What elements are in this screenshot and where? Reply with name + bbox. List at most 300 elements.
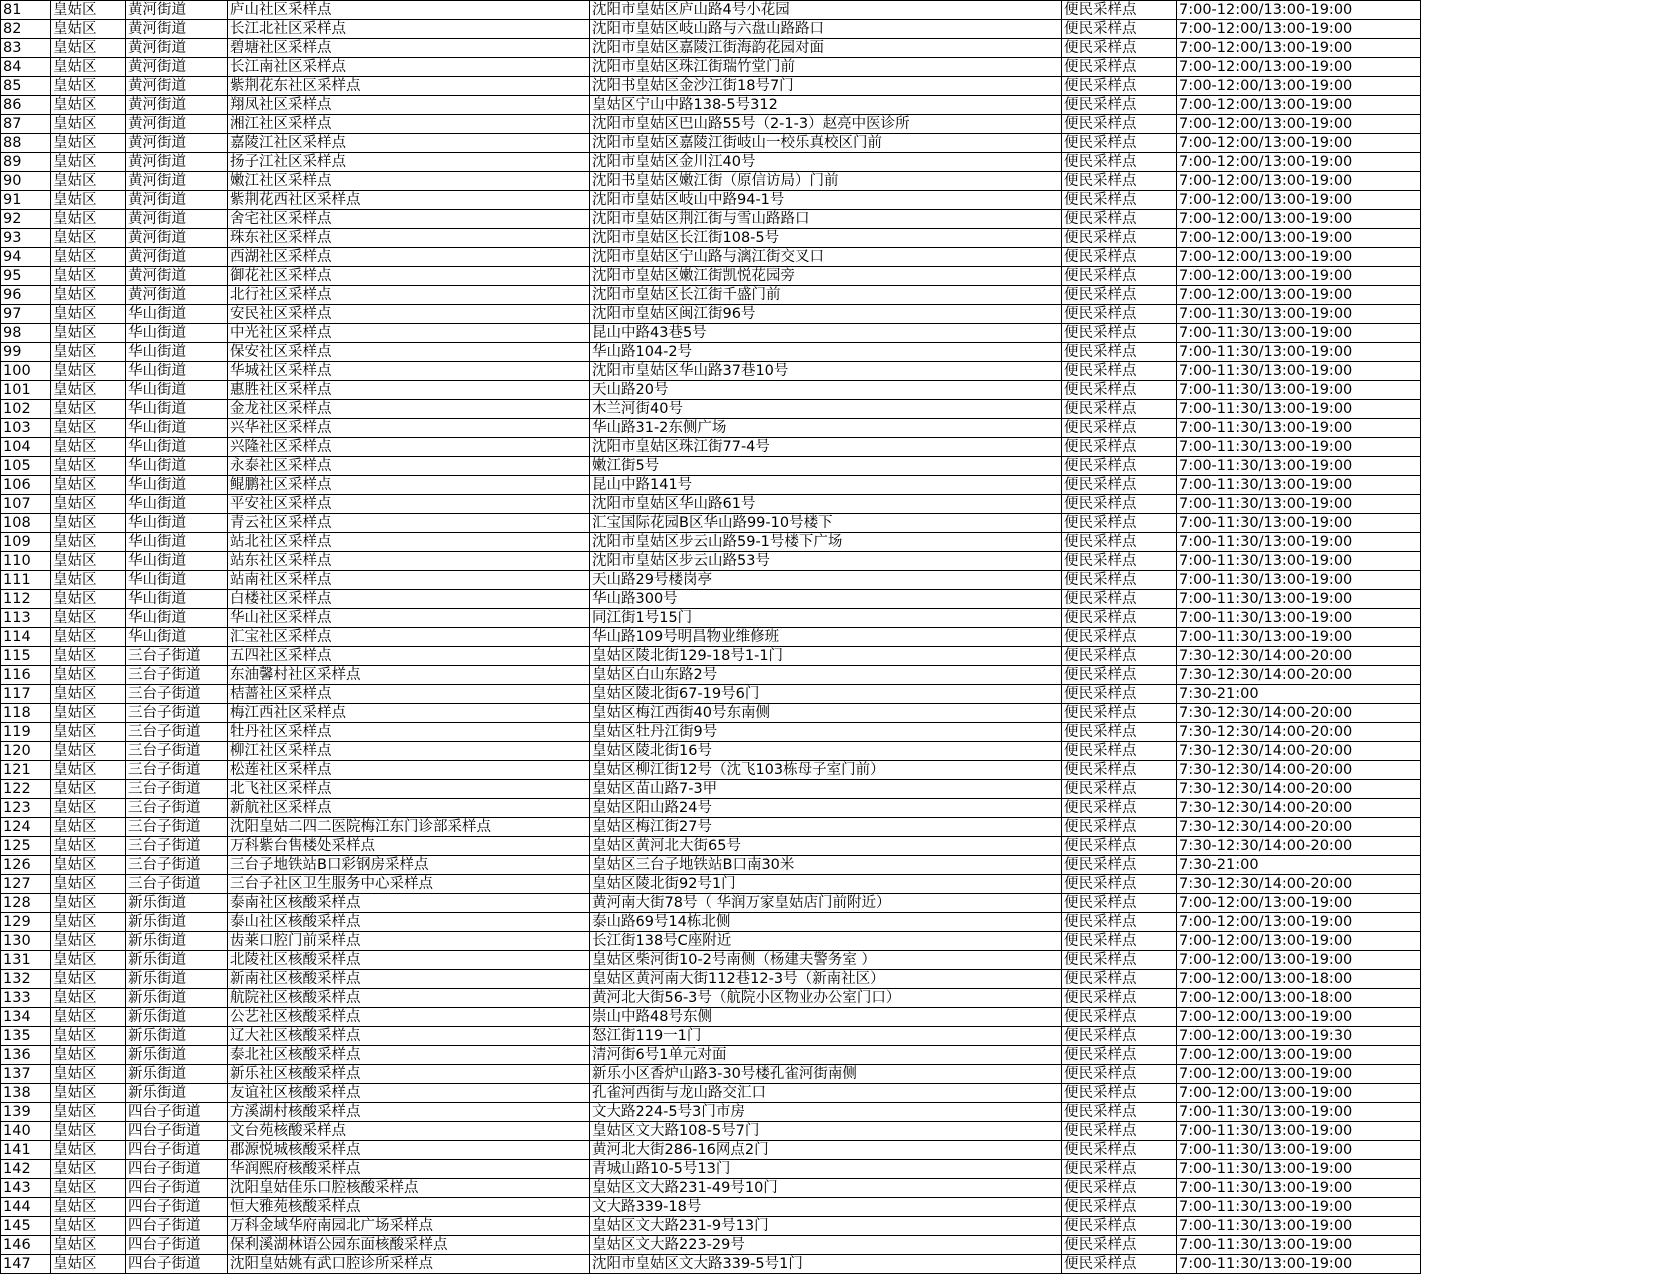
address-cell[interactable]: 文大路339-18号: [590, 1198, 1062, 1217]
row-number-cell[interactable]: 132: [1, 970, 51, 989]
hours-cell[interactable]: 7:30-12:30/14:00-20:00: [1177, 742, 1421, 761]
row-number-cell[interactable]: 105: [1, 457, 51, 476]
row-number-cell[interactable]: 116: [1, 666, 51, 685]
address-cell[interactable]: 沈阳市皇姑区嫩江街凯悦花园旁: [590, 267, 1062, 286]
district-cell[interactable]: 皇姑区: [51, 229, 126, 248]
address-cell[interactable]: 青城山路10-5号13门: [590, 1160, 1062, 1179]
hours-cell[interactable]: 7:00-12:00/13:00-19:00: [1177, 191, 1421, 210]
district-cell[interactable]: 皇姑区: [51, 970, 126, 989]
street-cell[interactable]: 三台子街道: [126, 837, 228, 856]
row-number-cell[interactable]: 81: [1, 1, 51, 20]
address-cell[interactable]: 皇姑区阳山路24号: [590, 799, 1062, 818]
site-type-cell[interactable]: 便民采样点: [1062, 818, 1177, 837]
street-cell[interactable]: 四台子街道: [126, 1217, 228, 1236]
site-name-cell[interactable]: 沈阳皇姑佳乐口腔核酸采样点: [228, 1179, 590, 1198]
district-cell[interactable]: 皇姑区: [51, 1, 126, 20]
site-name-cell[interactable]: 桔蔷社区采样点: [228, 685, 590, 704]
row-number-cell[interactable]: 114: [1, 628, 51, 647]
site-type-cell[interactable]: 便民采样点: [1062, 495, 1177, 514]
street-cell[interactable]: 黄河街道: [126, 286, 228, 305]
site-name-cell[interactable]: 新航社区采样点: [228, 799, 590, 818]
address-cell[interactable]: 汇宝国际花园B区华山路99-10号楼下: [590, 514, 1062, 533]
site-name-cell[interactable]: 扬子江社区采样点: [228, 153, 590, 172]
site-name-cell[interactable]: 郡源悦城核酸采样点: [228, 1141, 590, 1160]
site-name-cell[interactable]: 鲲鹏社区采样点: [228, 476, 590, 495]
address-cell[interactable]: 文大路224-5号3门市房: [590, 1103, 1062, 1122]
street-cell[interactable]: 华山街道: [126, 381, 228, 400]
site-name-cell[interactable]: 北陵社区核酸采样点: [228, 951, 590, 970]
site-type-cell[interactable]: 便民采样点: [1062, 913, 1177, 932]
address-cell[interactable]: 沈阳市皇姑区巴山路55号（2-1-3）赵亮中医诊所: [590, 115, 1062, 134]
row-number-cell[interactable]: 129: [1, 913, 51, 932]
district-cell[interactable]: 皇姑区: [51, 1103, 126, 1122]
row-number-cell[interactable]: 103: [1, 419, 51, 438]
address-cell[interactable]: 沈阳市皇姑区宁山路与漓江街交叉口: [590, 248, 1062, 267]
district-cell[interactable]: 皇姑区: [51, 438, 126, 457]
row-number-cell[interactable]: 89: [1, 153, 51, 172]
row-number-cell[interactable]: 115: [1, 647, 51, 666]
site-name-cell[interactable]: 御花社区采样点: [228, 267, 590, 286]
row-number-cell[interactable]: 109: [1, 533, 51, 552]
hours-cell[interactable]: 7:00-11:30/13:00-19:00: [1177, 457, 1421, 476]
site-type-cell[interactable]: 便民采样点: [1062, 134, 1177, 153]
street-cell[interactable]: 华山街道: [126, 552, 228, 571]
site-type-cell[interactable]: 便民采样点: [1062, 647, 1177, 666]
site-name-cell[interactable]: 三台子地铁站B口彩钢房采样点: [228, 856, 590, 875]
hours-cell[interactable]: 7:00-11:30/13:00-19:00: [1177, 571, 1421, 590]
hours-cell[interactable]: 7:30-12:30/14:00-20:00: [1177, 875, 1421, 894]
district-cell[interactable]: 皇姑区: [51, 210, 126, 229]
row-number-cell[interactable]: 134: [1, 1008, 51, 1027]
site-type-cell[interactable]: 便民采样点: [1062, 229, 1177, 248]
site-type-cell[interactable]: 便民采样点: [1062, 267, 1177, 286]
address-cell[interactable]: 沈阳市皇姑区岐山路与六盘山路路口: [590, 20, 1062, 39]
hours-cell[interactable]: 7:00-12:00/13:00-19:00: [1177, 286, 1421, 305]
address-cell[interactable]: 皇姑区陵北街92号1门: [590, 875, 1062, 894]
district-cell[interactable]: 皇姑区: [51, 533, 126, 552]
street-cell[interactable]: 三台子街道: [126, 799, 228, 818]
street-cell[interactable]: 新乐街道: [126, 894, 228, 913]
site-type-cell[interactable]: 便民采样点: [1062, 1236, 1177, 1255]
row-number-cell[interactable]: 130: [1, 932, 51, 951]
row-number-cell[interactable]: 141: [1, 1141, 51, 1160]
address-cell[interactable]: 沈阳书皇姑区金沙江街18号7门: [590, 77, 1062, 96]
address-cell[interactable]: 皇姑区文大路231-49号10门: [590, 1179, 1062, 1198]
site-name-cell[interactable]: 湘江社区采样点: [228, 115, 590, 134]
row-number-cell[interactable]: 82: [1, 20, 51, 39]
hours-cell[interactable]: 7:30-12:30/14:00-20:00: [1177, 666, 1421, 685]
address-cell[interactable]: 黄河南大街78号（ 华润万家皇姑店门前附近）: [590, 894, 1062, 913]
address-cell[interactable]: 沈阳书皇姑区嫩江街（原信访局）门前: [590, 172, 1062, 191]
site-type-cell[interactable]: 便民采样点: [1062, 609, 1177, 628]
site-type-cell[interactable]: 便民采样点: [1062, 438, 1177, 457]
street-cell[interactable]: 新乐街道: [126, 1084, 228, 1103]
address-cell[interactable]: 华山路300号: [590, 590, 1062, 609]
district-cell[interactable]: 皇姑区: [51, 875, 126, 894]
district-cell[interactable]: 皇姑区: [51, 457, 126, 476]
hours-cell[interactable]: 7:00-11:30/13:00-19:00: [1177, 1122, 1421, 1141]
row-number-cell[interactable]: 139: [1, 1103, 51, 1122]
site-name-cell[interactable]: 嫩江社区采样点: [228, 172, 590, 191]
site-type-cell[interactable]: 便民采样点: [1062, 761, 1177, 780]
site-name-cell[interactable]: 紫荆花西社区采样点: [228, 191, 590, 210]
hours-cell[interactable]: 7:00-12:00/13:00-19:00: [1177, 172, 1421, 191]
row-number-cell[interactable]: 142: [1, 1160, 51, 1179]
street-cell[interactable]: 新乐街道: [126, 932, 228, 951]
district-cell[interactable]: 皇姑区: [51, 590, 126, 609]
site-name-cell[interactable]: 文台苑核酸采样点: [228, 1122, 590, 1141]
address-cell[interactable]: 沈阳市皇姑区金川江40号: [590, 153, 1062, 172]
site-name-cell[interactable]: 公艺社区核酸采样点: [228, 1008, 590, 1027]
row-number-cell[interactable]: 101: [1, 381, 51, 400]
site-type-cell[interactable]: 便民采样点: [1062, 191, 1177, 210]
street-cell[interactable]: 三台子街道: [126, 666, 228, 685]
row-number-cell[interactable]: 117: [1, 685, 51, 704]
site-name-cell[interactable]: 新南社区核酸采样点: [228, 970, 590, 989]
street-cell[interactable]: 华山街道: [126, 457, 228, 476]
row-number-cell[interactable]: 120: [1, 742, 51, 761]
site-name-cell[interactable]: 泰山社区核酸采样点: [228, 913, 590, 932]
row-number-cell[interactable]: 84: [1, 58, 51, 77]
hours-cell[interactable]: 7:00-12:00/13:00-19:00: [1177, 210, 1421, 229]
row-number-cell[interactable]: 121: [1, 761, 51, 780]
site-name-cell[interactable]: 白楼社区采样点: [228, 590, 590, 609]
hours-cell[interactable]: 7:00-12:00/13:00-18:00: [1177, 970, 1421, 989]
row-number-cell[interactable]: 113: [1, 609, 51, 628]
row-number-cell[interactable]: 126: [1, 856, 51, 875]
site-name-cell[interactable]: 兴华社区采样点: [228, 419, 590, 438]
district-cell[interactable]: 皇姑区: [51, 39, 126, 58]
hours-cell[interactable]: 7:00-11:30/13:00-19:00: [1177, 1198, 1421, 1217]
site-name-cell[interactable]: 永泰社区采样点: [228, 457, 590, 476]
district-cell[interactable]: 皇姑区: [51, 286, 126, 305]
hours-cell[interactable]: 7:30-21:00: [1177, 685, 1421, 704]
address-cell[interactable]: 皇姑区文大路231-9号13门: [590, 1217, 1062, 1236]
site-type-cell[interactable]: 便民采样点: [1062, 381, 1177, 400]
district-cell[interactable]: 皇姑区: [51, 134, 126, 153]
street-cell[interactable]: 黄河街道: [126, 77, 228, 96]
site-name-cell[interactable]: 梅江西社区采样点: [228, 704, 590, 723]
address-cell[interactable]: 皇姑区文大路108-5号7门: [590, 1122, 1062, 1141]
hours-cell[interactable]: 7:00-12:00/13:00-19:00: [1177, 20, 1421, 39]
district-cell[interactable]: 皇姑区: [51, 913, 126, 932]
address-cell[interactable]: 清河街6号1单元对面: [590, 1046, 1062, 1065]
site-type-cell[interactable]: 便民采样点: [1062, 799, 1177, 818]
site-type-cell[interactable]: 便民采样点: [1062, 39, 1177, 58]
district-cell[interactable]: 皇姑区: [51, 609, 126, 628]
address-cell[interactable]: 沈阳市皇姑区庐山路4号小花园: [590, 1, 1062, 20]
site-type-cell[interactable]: 便民采样点: [1062, 875, 1177, 894]
street-cell[interactable]: 三台子街道: [126, 761, 228, 780]
hours-cell[interactable]: 7:00-11:30/13:00-19:00: [1177, 552, 1421, 571]
hours-cell[interactable]: 7:00-11:30/13:00-19:00: [1177, 1179, 1421, 1198]
district-cell[interactable]: 皇姑区: [51, 723, 126, 742]
hours-cell[interactable]: 7:00-12:00/13:00-19:00: [1177, 248, 1421, 267]
address-cell[interactable]: 嫩江街5号: [590, 457, 1062, 476]
site-name-cell[interactable]: 平安社区采样点: [228, 495, 590, 514]
street-cell[interactable]: 华山街道: [126, 343, 228, 362]
hours-cell[interactable]: 7:00-12:00/13:00-19:00: [1177, 1046, 1421, 1065]
district-cell[interactable]: 皇姑区: [51, 894, 126, 913]
row-number-cell[interactable]: 95: [1, 267, 51, 286]
site-name-cell[interactable]: 站南社区采样点: [228, 571, 590, 590]
row-number-cell[interactable]: 119: [1, 723, 51, 742]
site-type-cell[interactable]: 便民采样点: [1062, 96, 1177, 115]
site-type-cell[interactable]: 便民采样点: [1062, 1008, 1177, 1027]
district-cell[interactable]: 皇姑区: [51, 799, 126, 818]
site-type-cell[interactable]: 便民采样点: [1062, 1084, 1177, 1103]
district-cell[interactable]: 皇姑区: [51, 742, 126, 761]
row-number-cell[interactable]: 123: [1, 799, 51, 818]
street-cell[interactable]: 黄河街道: [126, 115, 228, 134]
row-number-cell[interactable]: 98: [1, 324, 51, 343]
row-number-cell[interactable]: 96: [1, 286, 51, 305]
street-cell[interactable]: 四台子街道: [126, 1198, 228, 1217]
address-cell[interactable]: 皇姑区宁山中路138-5号312: [590, 96, 1062, 115]
row-number-cell[interactable]: 94: [1, 248, 51, 267]
hours-cell[interactable]: 7:00-11:30/13:00-19:00: [1177, 609, 1421, 628]
address-cell[interactable]: 同江街1号15门: [590, 609, 1062, 628]
street-cell[interactable]: 四台子街道: [126, 1122, 228, 1141]
district-cell[interactable]: 皇姑区: [51, 495, 126, 514]
row-number-cell[interactable]: 107: [1, 495, 51, 514]
site-name-cell[interactable]: 松莲社区采样点: [228, 761, 590, 780]
site-name-cell[interactable]: 华城社区采样点: [228, 362, 590, 381]
row-number-cell[interactable]: 145: [1, 1217, 51, 1236]
hours-cell[interactable]: 7:00-11:30/13:00-19:00: [1177, 305, 1421, 324]
row-number-cell[interactable]: 143: [1, 1179, 51, 1198]
address-cell[interactable]: 皇姑区黄河南大街112巷12-3号（新南社区）: [590, 970, 1062, 989]
row-number-cell[interactable]: 97: [1, 305, 51, 324]
row-number-cell[interactable]: 112: [1, 590, 51, 609]
hours-cell[interactable]: 7:00-12:00/13:00-19:00: [1177, 951, 1421, 970]
street-cell[interactable]: 四台子街道: [126, 1141, 228, 1160]
row-number-cell[interactable]: 137: [1, 1065, 51, 1084]
address-cell[interactable]: 长江街138号C座附近: [590, 932, 1062, 951]
street-cell[interactable]: 黄河街道: [126, 191, 228, 210]
address-cell[interactable]: 天山路20号: [590, 381, 1062, 400]
address-cell[interactable]: 皇姑区梅江西街40号东南侧: [590, 704, 1062, 723]
hours-cell[interactable]: 7:00-12:00/13:00-19:00: [1177, 39, 1421, 58]
address-cell[interactable]: 皇姑区陵北街129-18号1-1门: [590, 647, 1062, 666]
site-type-cell[interactable]: 便民采样点: [1062, 324, 1177, 343]
address-cell[interactable]: 皇姑区梅江街27号: [590, 818, 1062, 837]
address-cell[interactable]: 华山路31-2东侧广场: [590, 419, 1062, 438]
district-cell[interactable]: 皇姑区: [51, 1198, 126, 1217]
site-name-cell[interactable]: 五四社区采样点: [228, 647, 590, 666]
district-cell[interactable]: 皇姑区: [51, 666, 126, 685]
district-cell[interactable]: 皇姑区: [51, 1236, 126, 1255]
district-cell[interactable]: 皇姑区: [51, 172, 126, 191]
site-name-cell[interactable]: 碧塘社区采样点: [228, 39, 590, 58]
street-cell[interactable]: 三台子街道: [126, 647, 228, 666]
row-number-cell[interactable]: 91: [1, 191, 51, 210]
site-type-cell[interactable]: 便民采样点: [1062, 1217, 1177, 1236]
hours-cell[interactable]: 7:00-11:30/13:00-19:00: [1177, 476, 1421, 495]
hours-cell[interactable]: 7:00-11:30/13:00-19:00: [1177, 343, 1421, 362]
row-number-cell[interactable]: 92: [1, 210, 51, 229]
site-type-cell[interactable]: 便民采样点: [1062, 153, 1177, 172]
row-number-cell[interactable]: 127: [1, 875, 51, 894]
row-number-cell[interactable]: 104: [1, 438, 51, 457]
row-number-cell[interactable]: 83: [1, 39, 51, 58]
hours-cell[interactable]: 7:00-12:00/13:00-19:00: [1177, 894, 1421, 913]
hours-cell[interactable]: 7:00-12:00/13:00-19:00: [1177, 913, 1421, 932]
district-cell[interactable]: 皇姑区: [51, 381, 126, 400]
row-number-cell[interactable]: 124: [1, 818, 51, 837]
site-type-cell[interactable]: 便民采样点: [1062, 1198, 1177, 1217]
address-cell[interactable]: 新乐小区香炉山路3-30号楼孔雀河街南侧: [590, 1065, 1062, 1084]
row-number-cell[interactable]: 125: [1, 837, 51, 856]
site-type-cell[interactable]: 便民采样点: [1062, 20, 1177, 39]
site-type-cell[interactable]: 便民采样点: [1062, 1103, 1177, 1122]
site-type-cell[interactable]: 便民采样点: [1062, 1046, 1177, 1065]
street-cell[interactable]: 三台子街道: [126, 780, 228, 799]
site-name-cell[interactable]: 东油馨村社区采样点: [228, 666, 590, 685]
district-cell[interactable]: 皇姑区: [51, 856, 126, 875]
hours-cell[interactable]: 7:00-11:30/13:00-19:00: [1177, 1160, 1421, 1179]
site-name-cell[interactable]: 惠胜社区采样点: [228, 381, 590, 400]
site-name-cell[interactable]: 站北社区采样点: [228, 533, 590, 552]
hours-cell[interactable]: 7:00-11:30/13:00-19:00: [1177, 400, 1421, 419]
district-cell[interactable]: 皇姑区: [51, 932, 126, 951]
site-name-cell[interactable]: 航院社区核酸采样点: [228, 989, 590, 1008]
district-cell[interactable]: 皇姑区: [51, 1141, 126, 1160]
address-cell[interactable]: 沈阳市皇姑区步云山路53号: [590, 552, 1062, 571]
district-cell[interactable]: 皇姑区: [51, 153, 126, 172]
hours-cell[interactable]: 7:00-12:00/13:00-19:00: [1177, 96, 1421, 115]
site-type-cell[interactable]: 便民采样点: [1062, 951, 1177, 970]
site-name-cell[interactable]: 三台子社区卫生服务中心采样点: [228, 875, 590, 894]
district-cell[interactable]: 皇姑区: [51, 1065, 126, 1084]
street-cell[interactable]: 新乐街道: [126, 1008, 228, 1027]
site-type-cell[interactable]: 便民采样点: [1062, 1179, 1177, 1198]
hours-cell[interactable]: 7:00-12:00/13:00-19:00: [1177, 229, 1421, 248]
site-name-cell[interactable]: 长江北社区采样点: [228, 20, 590, 39]
hours-cell[interactable]: 7:00-12:00/13:00-19:00: [1177, 1065, 1421, 1084]
site-type-cell[interactable]: 便民采样点: [1062, 970, 1177, 989]
row-number-cell[interactable]: 131: [1, 951, 51, 970]
site-type-cell[interactable]: 便民采样点: [1062, 742, 1177, 761]
site-name-cell[interactable]: 华山社区采样点: [228, 609, 590, 628]
row-number-cell[interactable]: 85: [1, 77, 51, 96]
hours-cell[interactable]: 7:00-11:30/13:00-19:00: [1177, 1236, 1421, 1255]
site-name-cell[interactable]: 金龙社区采样点: [228, 400, 590, 419]
site-type-cell[interactable]: 便民采样点: [1062, 476, 1177, 495]
site-type-cell[interactable]: 便民采样点: [1062, 856, 1177, 875]
address-cell[interactable]: 沈阳市皇姑区闽江街96号: [590, 305, 1062, 324]
street-cell[interactable]: 新乐街道: [126, 1046, 228, 1065]
street-cell[interactable]: 华山街道: [126, 476, 228, 495]
district-cell[interactable]: 皇姑区: [51, 476, 126, 495]
address-cell[interactable]: 沈阳市皇姑区华山路61号: [590, 495, 1062, 514]
site-type-cell[interactable]: 便民采样点: [1062, 77, 1177, 96]
address-cell[interactable]: 皇姑区柳江街12号（沈飞103栋母子室门前）: [590, 761, 1062, 780]
site-type-cell[interactable]: 便民采样点: [1062, 1141, 1177, 1160]
district-cell[interactable]: 皇姑区: [51, 115, 126, 134]
site-name-cell[interactable]: 柳江社区采样点: [228, 742, 590, 761]
hours-cell[interactable]: 7:00-11:30/13:00-19:00: [1177, 1103, 1421, 1122]
site-name-cell[interactable]: 沈阳皇姑姚有武口腔诊所采样点: [228, 1255, 590, 1274]
street-cell[interactable]: 华山街道: [126, 362, 228, 381]
site-name-cell[interactable]: 汇宝社区采样点: [228, 628, 590, 647]
address-cell[interactable]: 沈阳市皇姑区嘉陵江街岐山一校乐真校区门前: [590, 134, 1062, 153]
site-name-cell[interactable]: 泰北社区核酸采样点: [228, 1046, 590, 1065]
site-name-cell[interactable]: 沈阳皇姑二四二医院梅江东门诊部采样点: [228, 818, 590, 837]
address-cell[interactable]: 皇姑区柴河街10-2号南侧（杨建夫警务室 ）: [590, 951, 1062, 970]
street-cell[interactable]: 黄河街道: [126, 1, 228, 20]
address-cell[interactable]: 沈阳市皇姑区嘉陵江街海韵花园对面: [590, 39, 1062, 58]
site-name-cell[interactable]: 珠东社区采样点: [228, 229, 590, 248]
site-name-cell[interactable]: 保安社区采样点: [228, 343, 590, 362]
hours-cell[interactable]: 7:30-12:30/14:00-20:00: [1177, 780, 1421, 799]
hours-cell[interactable]: 7:00-12:00/13:00-19:00: [1177, 267, 1421, 286]
site-type-cell[interactable]: 便民采样点: [1062, 210, 1177, 229]
street-cell[interactable]: 三台子街道: [126, 818, 228, 837]
street-cell[interactable]: 黄河街道: [126, 20, 228, 39]
street-cell[interactable]: 华山街道: [126, 609, 228, 628]
row-number-cell[interactable]: 146: [1, 1236, 51, 1255]
district-cell[interactable]: 皇姑区: [51, 58, 126, 77]
district-cell[interactable]: 皇姑区: [51, 1046, 126, 1065]
street-cell[interactable]: 华山街道: [126, 324, 228, 343]
site-name-cell[interactable]: 翔凤社区采样点: [228, 96, 590, 115]
district-cell[interactable]: 皇姑区: [51, 780, 126, 799]
street-cell[interactable]: 华山街道: [126, 628, 228, 647]
hours-cell[interactable]: 7:30-12:30/14:00-20:00: [1177, 837, 1421, 856]
district-cell[interactable]: 皇姑区: [51, 324, 126, 343]
hours-cell[interactable]: 7:00-12:00/13:00-19:30: [1177, 1027, 1421, 1046]
site-type-cell[interactable]: 便民采样点: [1062, 1027, 1177, 1046]
hours-cell[interactable]: 7:00-12:00/13:00-19:00: [1177, 1008, 1421, 1027]
row-number-cell[interactable]: 128: [1, 894, 51, 913]
site-type-cell[interactable]: 便民采样点: [1062, 305, 1177, 324]
site-type-cell[interactable]: 便民采样点: [1062, 1255, 1177, 1274]
street-cell[interactable]: 新乐街道: [126, 989, 228, 1008]
site-name-cell[interactable]: 齿莱口腔门前采样点: [228, 932, 590, 951]
site-type-cell[interactable]: 便民采样点: [1062, 419, 1177, 438]
site-name-cell[interactable]: 西湖社区采样点: [228, 248, 590, 267]
site-name-cell[interactable]: 华润熙府核酸采样点: [228, 1160, 590, 1179]
street-cell[interactable]: 新乐街道: [126, 970, 228, 989]
row-number-cell[interactable]: 133: [1, 989, 51, 1008]
street-cell[interactable]: 四台子街道: [126, 1103, 228, 1122]
district-cell[interactable]: 皇姑区: [51, 400, 126, 419]
hours-cell[interactable]: 7:00-12:00/13:00-19:00: [1177, 932, 1421, 951]
hours-cell[interactable]: 7:00-12:00/13:00-19:00: [1177, 1, 1421, 20]
address-cell[interactable]: 皇姑区文大路223-29号: [590, 1236, 1062, 1255]
district-cell[interactable]: 皇姑区: [51, 267, 126, 286]
street-cell[interactable]: 华山街道: [126, 495, 228, 514]
address-cell[interactable]: 沈阳市皇姑区华山路37巷10号: [590, 362, 1062, 381]
street-cell[interactable]: 三台子街道: [126, 875, 228, 894]
street-cell[interactable]: 黄河街道: [126, 267, 228, 286]
district-cell[interactable]: 皇姑区: [51, 1160, 126, 1179]
street-cell[interactable]: 黄河街道: [126, 210, 228, 229]
address-cell[interactable]: 黄河北大街286-16网点2门: [590, 1141, 1062, 1160]
site-type-cell[interactable]: 便民采样点: [1062, 590, 1177, 609]
address-cell[interactable]: 沈阳市皇姑区珠江街77-4号: [590, 438, 1062, 457]
hours-cell[interactable]: 7:00-11:30/13:00-19:00: [1177, 533, 1421, 552]
site-type-cell[interactable]: 便民采样点: [1062, 989, 1177, 1008]
address-cell[interactable]: 木兰河街40号: [590, 400, 1062, 419]
street-cell[interactable]: 黄河街道: [126, 39, 228, 58]
street-cell[interactable]: 新乐街道: [126, 1065, 228, 1084]
site-type-cell[interactable]: 便民采样点: [1062, 1, 1177, 20]
district-cell[interactable]: 皇姑区: [51, 818, 126, 837]
hours-cell[interactable]: 7:30-12:30/14:00-20:00: [1177, 818, 1421, 837]
district-cell[interactable]: 皇姑区: [51, 1027, 126, 1046]
